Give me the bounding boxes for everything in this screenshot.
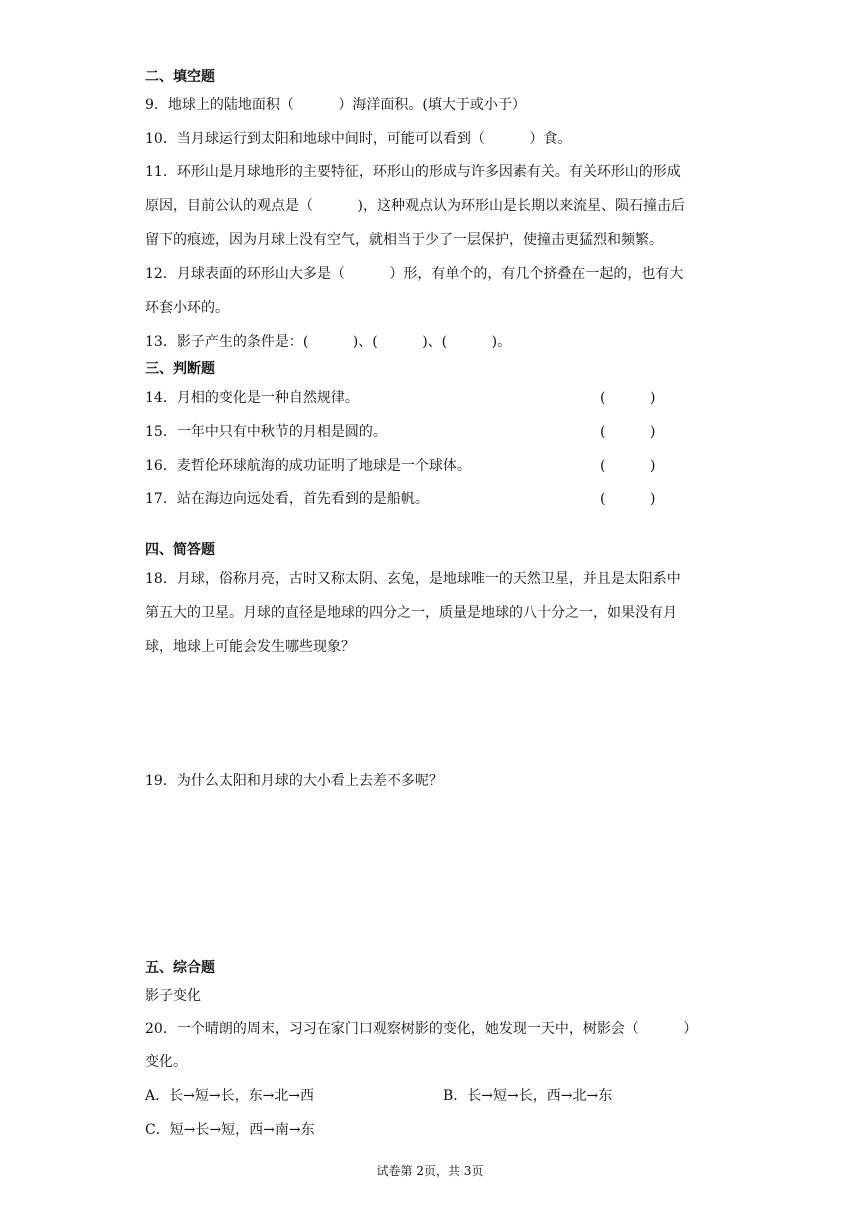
section-heading-fill-blank: 二、填空题: [145, 69, 215, 85]
question-14: 14．月相的变化是一种自然规律。: [145, 390, 359, 406]
answer-paren-15: ( ): [600, 424, 656, 440]
page-footer: 试卷第 2页，共 3页: [376, 1164, 484, 1178]
section-heading-short-answer: 四、简答题: [145, 542, 215, 558]
question-11-line-1: 11．环形山是月球地形的主要特征，环形山的形成与许多因素有关。有关环形山的形成: [145, 164, 681, 180]
question-20-line-2: 变化。: [145, 1054, 187, 1070]
section-heading-true-false: 三、判断题: [145, 361, 215, 377]
option-a: A．长→短→长，东→北→西: [145, 1088, 315, 1104]
question-18-line-2: 第五大的卫星。月球的直径是地球的四分之一，质量是地球的八十分之一，如果没有月: [145, 605, 677, 621]
question-16: 16．麦哲伦环球航海的成功证明了地球是一个球体。: [145, 458, 471, 474]
question-9: 9．地球上的陆地面积（ ）海洋面积。(填大于或小于）: [145, 97, 526, 113]
question-11-line-3: 留下的痕迹，因为月球上没有空气，就相当于少了一层保护，使撞击更猛烈和频繁。: [145, 232, 663, 248]
answer-paren-16: ( ): [600, 458, 656, 474]
option-c: C．短→长→短，西→南→东: [145, 1122, 315, 1138]
question-10: 10．当月球运行到太阳和地球中间时，可能可以看到（ ）食。: [145, 131, 572, 147]
question-20-line-1: 20．一个晴朗的周末，习习在家门口观察树影的变化，她发现一天中，树影会（ ）: [145, 1021, 698, 1037]
question-13: 13．影子产生的条件是：( )、( )、( )。: [145, 334, 512, 350]
question-12-line-2: 环套小环的。: [145, 300, 229, 316]
comprehensive-subtitle: 影子变化: [145, 988, 201, 1004]
option-b: B．长→短→长，西→北→东: [443, 1088, 613, 1104]
question-12-line-1: 12．月球表面的环形山大多是（ ）形，有单个的，有几个挤叠在一起的，也有大: [145, 266, 684, 282]
question-17: 17．站在海边向远处看，首先看到的是船帆。: [145, 491, 429, 507]
answer-paren-17: ( ): [600, 491, 656, 507]
answer-paren-14: ( ): [600, 390, 656, 406]
question-15: 15．一年中只有中秋节的月相是圆的。: [145, 424, 387, 440]
section-heading-comprehensive: 五、综合题: [145, 960, 215, 976]
question-18-line-3: 球，地球上可能会发生哪些现象？: [145, 639, 355, 655]
question-19: 19．为什么太阳和月球的大小看上去差不多呢？: [145, 773, 443, 789]
question-18-line-1: 18．月球，俗称月亮，古时又称太阴、玄兔，是地球唯一的天然卫星，并且是太阳系中: [145, 571, 681, 587]
question-11-line-2: 原因，目前公认的观点是（ )，这种观点认为环形山是长期以来流星、陨石撞击后: [145, 198, 685, 214]
